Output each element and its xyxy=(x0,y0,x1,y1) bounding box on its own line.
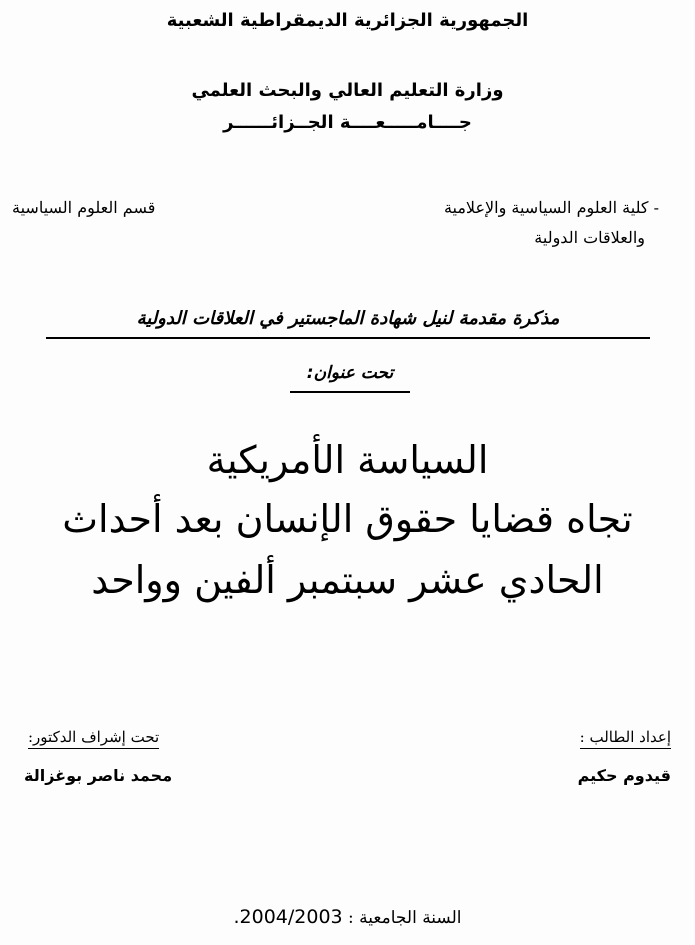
student-name: قيدوم حكيم xyxy=(577,766,671,785)
student-label: إعداد الطالب : xyxy=(580,728,671,749)
university-heading: جــــامـــــعــــة الجــزائــــــر xyxy=(223,112,472,133)
academic-year-value: 2004/2003. xyxy=(233,906,343,928)
thesis-title-line-1: السياسة الأمريكية xyxy=(206,438,489,482)
thesis-title-line-3: الحادي عشر سبتمبر ألفين وواحد xyxy=(91,558,604,602)
thesis-title-line-2: تجاه قضايا حقوق الإنسان بعد أحداث xyxy=(62,497,633,541)
department-name: قسم العلوم السياسية xyxy=(12,198,156,217)
supervisor-name: محمد ناصر بوغزالة xyxy=(24,766,173,785)
faculty-name-continued: والعلاقات الدولية xyxy=(534,228,645,247)
supervisor-label: تحت إشراف الدكتور: xyxy=(28,728,159,749)
faculty-name: - كلية العلوم السياسية والإعلامية xyxy=(443,198,659,217)
ministry-heading: وزارة التعليم العالي والبحث العلمي xyxy=(191,80,504,101)
under-title-label: تحت عنوان: xyxy=(290,363,410,393)
academic-year-label: السنة الجامعية : xyxy=(348,908,462,928)
thesis-description: مذكرة مقدمة لنيل شهادة الماجستير في العلاقات الدولية xyxy=(46,308,650,339)
academic-year xyxy=(0,906,695,928)
republic-heading: الجمهورية الجزائرية الديمقراطية الشعبية xyxy=(166,10,529,31)
